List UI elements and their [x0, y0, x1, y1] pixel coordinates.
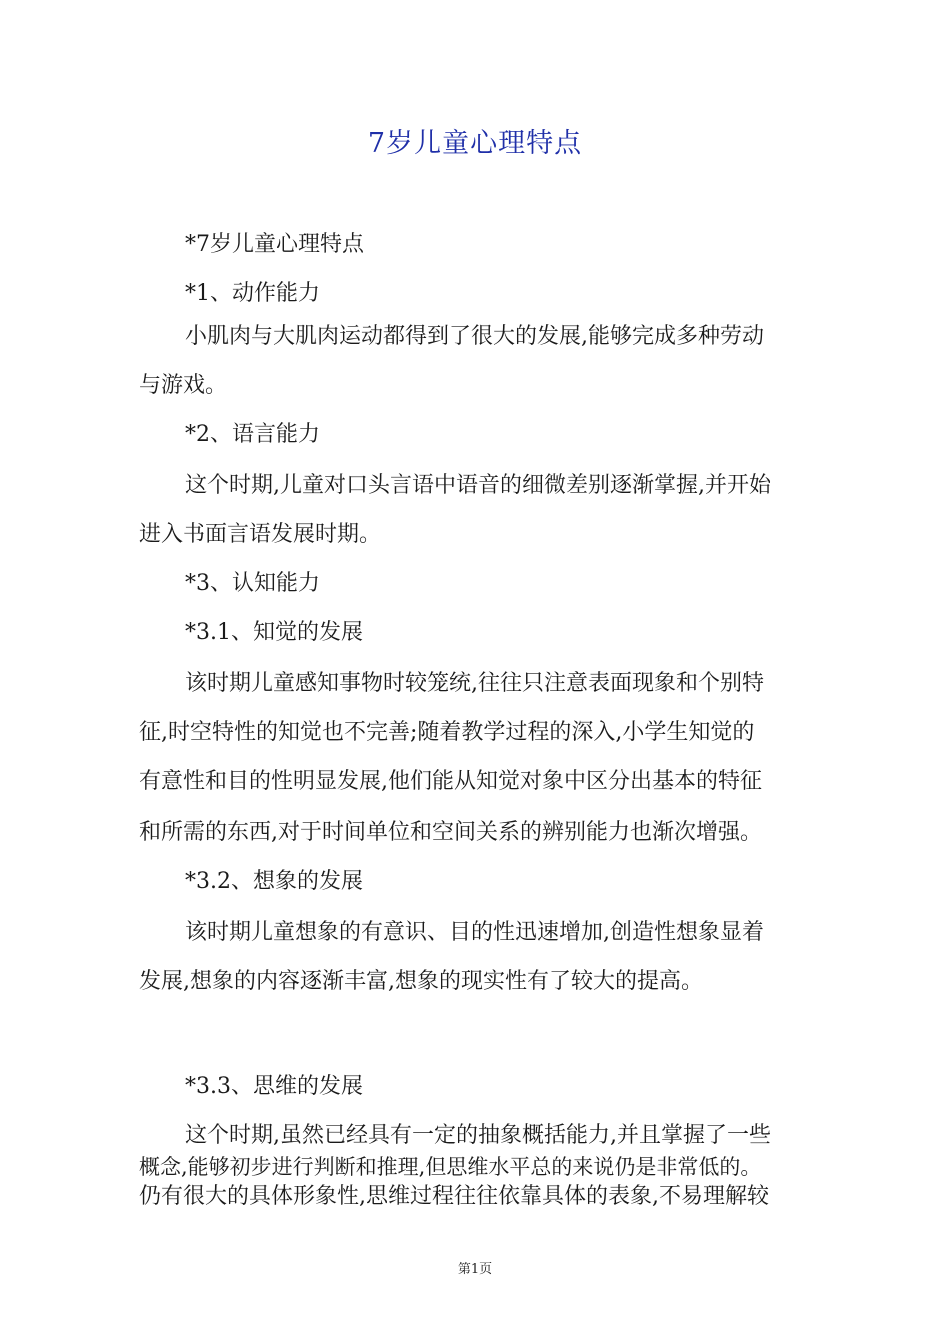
paragraph-line: 小肌肉与大肌肉运动都得到了很大的发展,能够完成多种劳动 [185, 324, 764, 349]
paragraph-line: 和所需的东西,对于时间单位和空间关系的辨别能力也渐次增强。 [139, 820, 762, 845]
heading-imagination: *3.2、想象的发展 [185, 869, 363, 894]
paragraph-line: 进入书面言语发展时期。 [139, 522, 382, 547]
paragraph-line: 这个时期,儿童对口头言语中语音的细微差别逐渐掌握,并开始 [185, 473, 771, 498]
paragraph-line: 有意性和目的性明显发展,他们能从知觉对象中区分出基本的特征 [139, 769, 762, 794]
paragraph-line: 该时期儿童感知事物时较笼统,往往只注意表面现象和个别特 [185, 671, 764, 696]
heading-main: *7岁儿童心理特点 [185, 232, 364, 257]
heading-thinking: *3.3、思维的发展 [185, 1074, 363, 1099]
paragraph-line: 仍有很大的具体形象性,思维过程往往依靠具体的表象,不易理解较 [139, 1184, 769, 1209]
paragraph-line: 概念,能够初步进行判断和推理,但思维水平总的来说仍是非常低的。 [139, 1155, 762, 1179]
paragraph-line: 与游戏。 [139, 373, 228, 398]
heading-language-ability: *2、语言能力 [185, 422, 320, 447]
document-title: 7岁儿童心理特点 [367, 128, 583, 159]
heading-motor-ability: *1、动作能力 [185, 281, 320, 306]
paragraph-line: 该时期儿童想象的有意识、目的性迅速增加,创造性想象显着 [185, 920, 764, 945]
heading-cognitive-ability: *3、认知能力 [185, 571, 320, 596]
page-number: 第1页 [457, 1262, 493, 1277]
paragraph-line: 这个时期,虽然已经具有一定的抽象概括能力,并且掌握了一些 [185, 1123, 771, 1148]
paragraph-line: 征,时空特性的知觉也不完善;随着教学过程的深入,小学生知觉的 [139, 720, 755, 745]
heading-perception: *3.1、知觉的发展 [185, 620, 363, 645]
paragraph-line: 发展,想象的内容逐渐丰富,想象的现实性有了较大的提高。 [139, 969, 703, 994]
